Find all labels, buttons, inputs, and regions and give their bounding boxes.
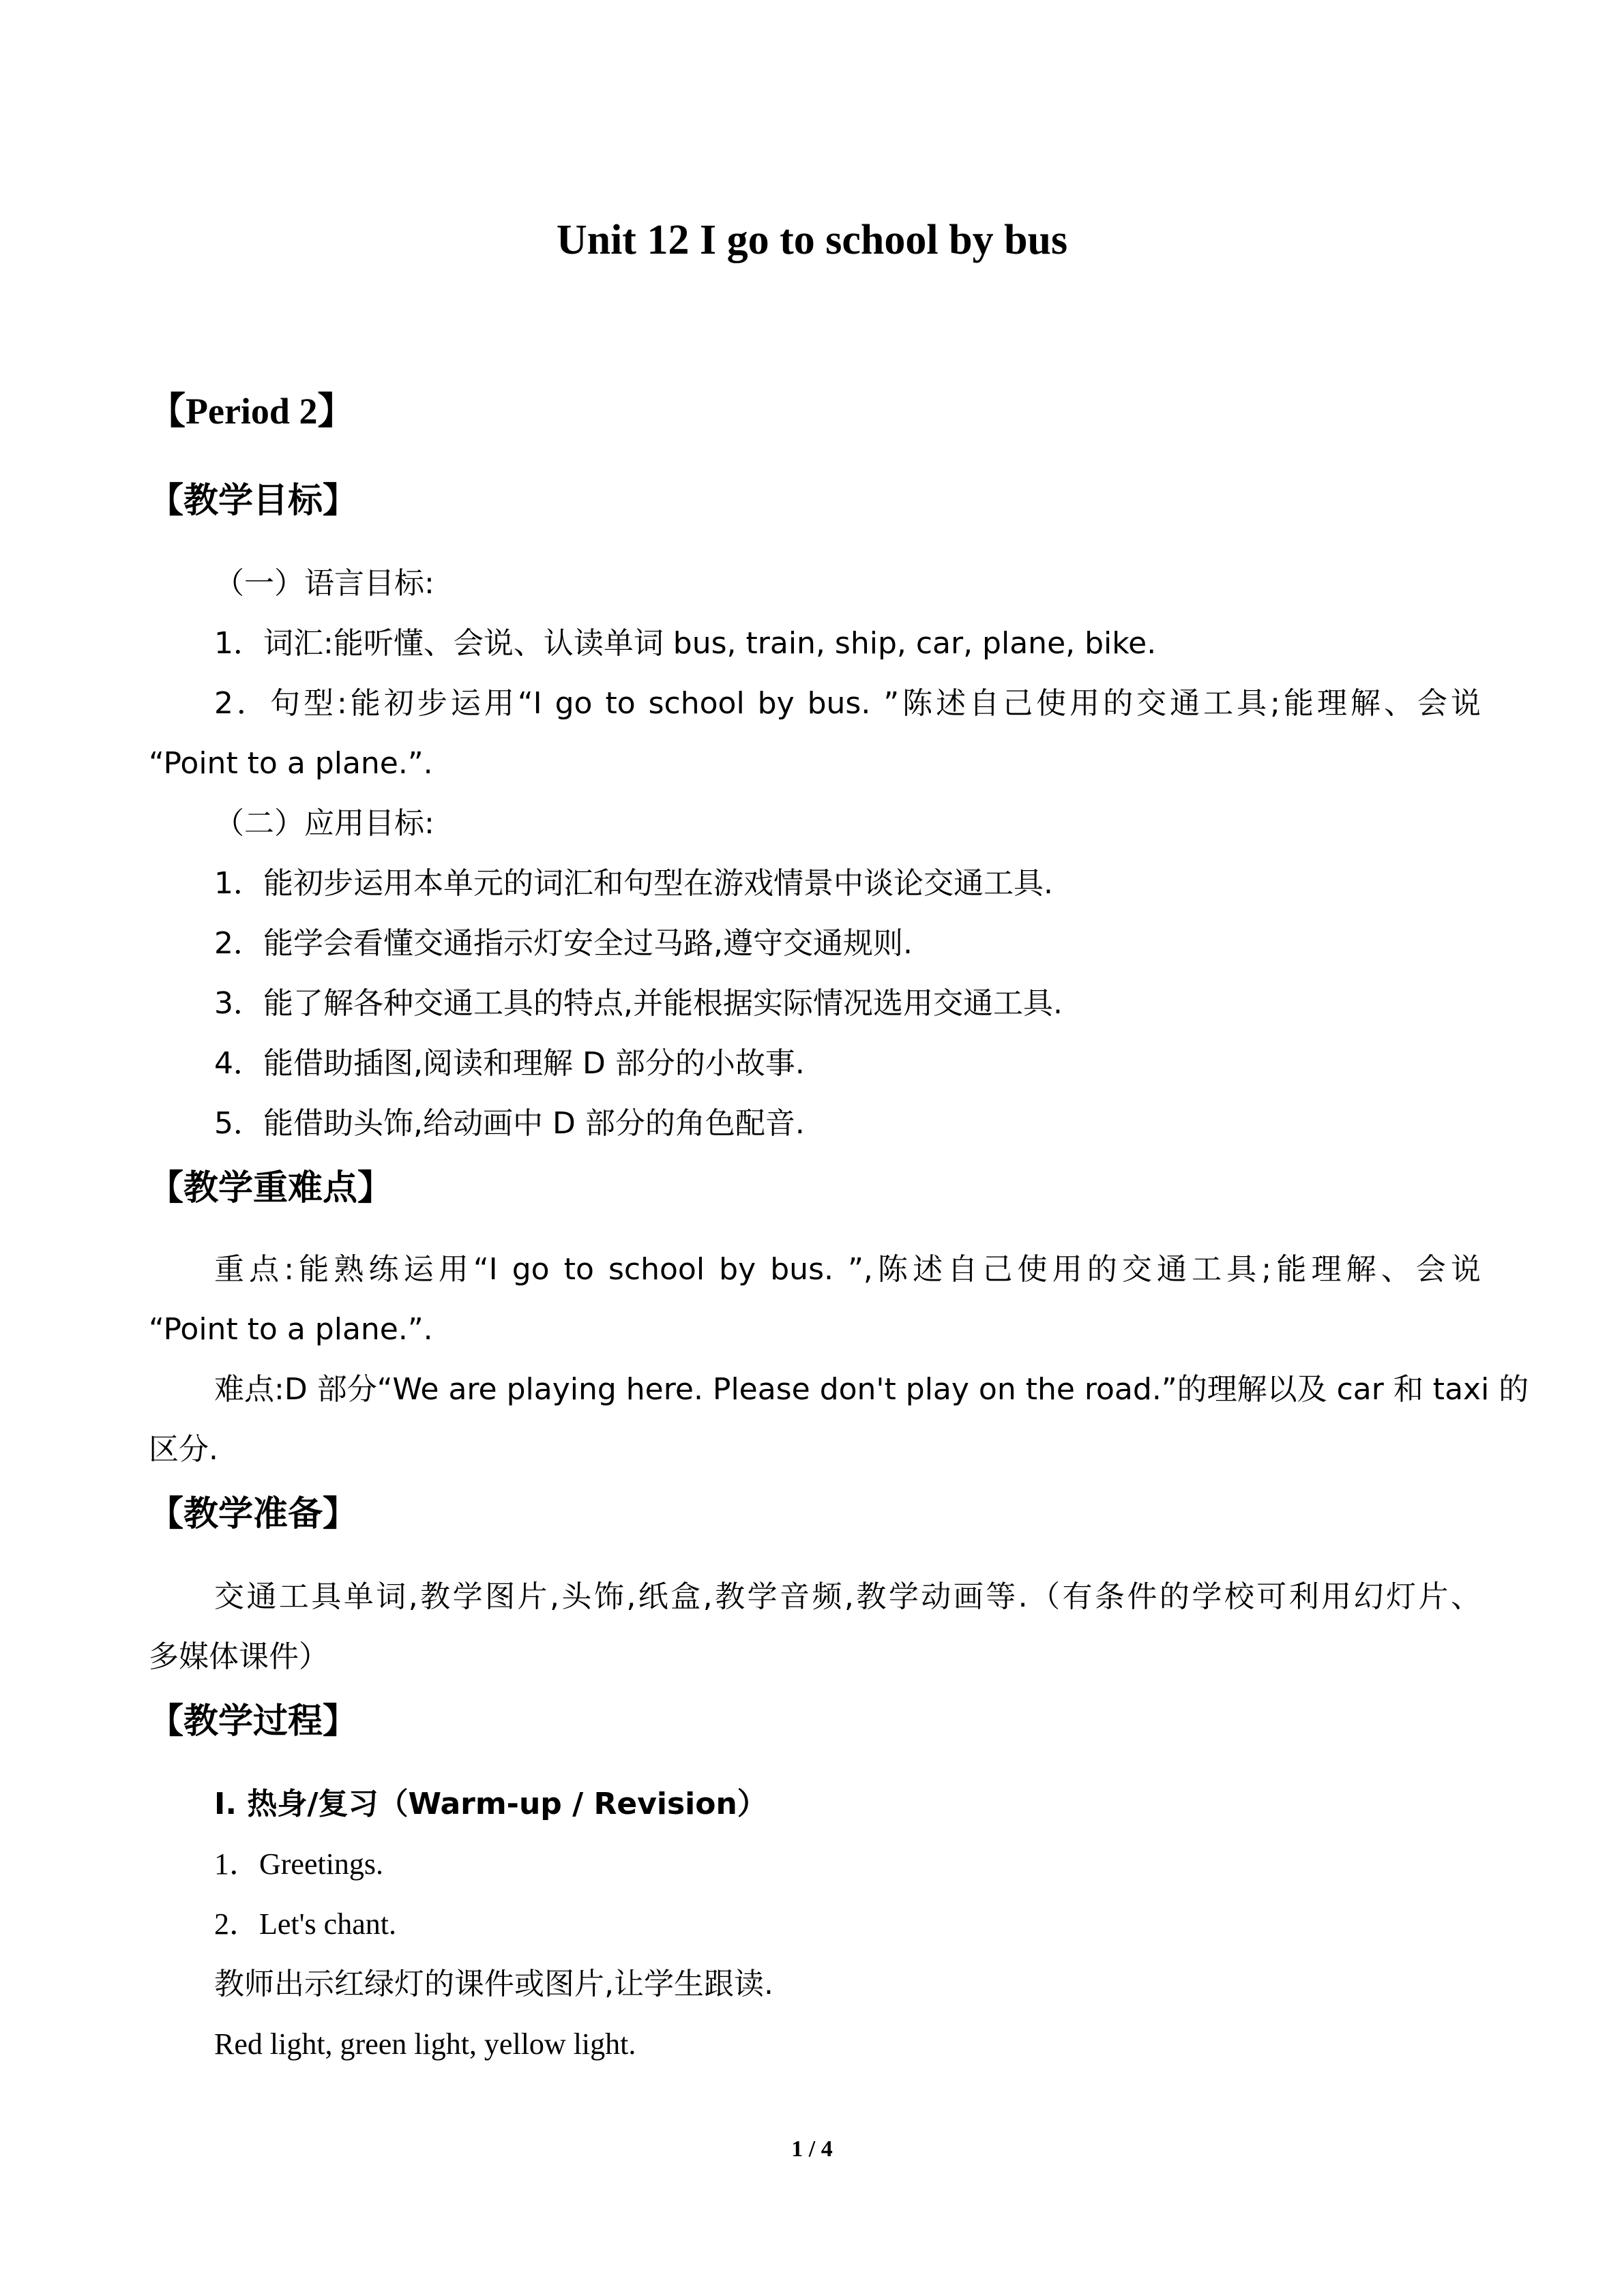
period-heading: 【Period 2】	[149, 391, 355, 432]
sentence-item-line2: “Point to a plane.”.	[149, 746, 433, 781]
process-heading: 【教学过程】	[149, 1701, 358, 1742]
key-point-line2: “Point to a plane.”.	[149, 1312, 433, 1347]
process-step: 2．Let's chant.	[214, 1907, 396, 1941]
preparation-line2: 多媒体课件）	[149, 1639, 329, 1674]
difficult-point-line1: 难点:D 部分“We are playing here. Please don't play on the road.”的理解以及 car 和 taxi 的	[214, 1372, 1529, 1407]
application-item: 3．能了解各种交通工具的特点,并能根据实际情况选用交通工具.	[214, 986, 1063, 1021]
preparation-line1: 交通工具单词,教学图片,头饰,纸盒,教学音频,教学动画等.（有条件的学校可利用幻灯片、	[214, 1579, 1481, 1614]
vocab-item: 1．词汇:能听懂、会说、认读单词 bus, train, ship, car, plane, bike.	[214, 626, 1157, 661]
preparation-heading: 【教学准备】	[149, 1494, 358, 1534]
application-item: 4．能借助插图,阅读和理解 D 部分的小故事.	[214, 1046, 805, 1081]
language-goal-label: （一）语言目标:	[214, 566, 434, 601]
sentence-item-line1: 2．句型:能初步运用“I go to school by bus. ”陈述自己使用的交通工具;能理解、会说	[214, 686, 1481, 721]
objectives-heading: 【教学目标】	[149, 481, 358, 521]
process-step: 1．Greetings.	[214, 1847, 384, 1881]
application-item: 5．能借助头饰,给动画中 D 部分的角色配音.	[214, 1106, 805, 1141]
key-points-heading: 【教学重难点】	[149, 1168, 393, 1208]
application-item: 1．能初步运用本单元的词汇和句型在游戏情景中谈论交通工具.	[214, 866, 1053, 901]
key-point-line1: 重点:能熟练运用“I go to school by bus. ”,陈述自己使用的交通工具;能理解、会说	[214, 1252, 1481, 1287]
chant-line: Red light, green light, yellow light.	[214, 2027, 636, 2061]
section1-title: I. 热身/复习（Warm-up / Revision）	[214, 1787, 767, 1821]
application-goal-label: （二）应用目标:	[214, 806, 434, 841]
application-item: 2．能学会看懂交通指示灯安全过马路,遵守交通规则.	[214, 926, 913, 961]
process-instruction: 教师出示红绿灯的课件或图片,让学生跟读.	[214, 1967, 773, 2001]
document-title: Unit 12 I go to school by bus	[556, 217, 1068, 263]
difficult-point-line2: 区分.	[149, 1432, 218, 1467]
page-number: 1 / 4	[791, 2136, 833, 2162]
